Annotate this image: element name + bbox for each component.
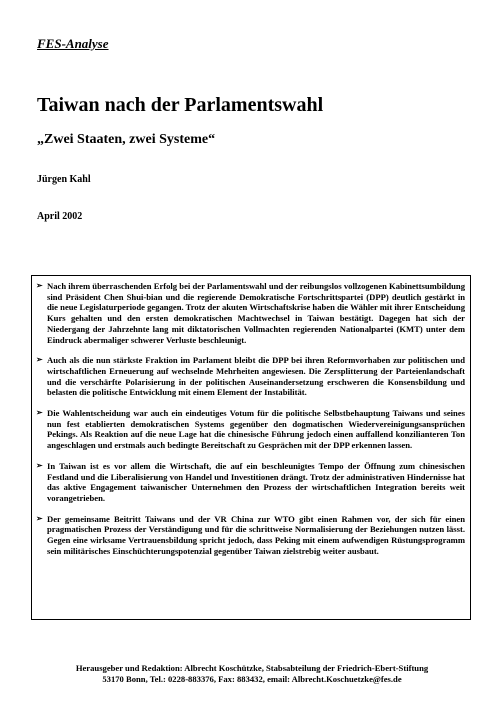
summary-bullet [36, 461, 465, 504]
summary-bullet-text: Der gemeinsame Beitritt Taiwans und der VR China zur WTO gibt einen Rahmen vor, der sich für einen pragmatischen Prozess der Verständigung und für die schrittweise Normalisierung der Beziehungen nutzen lässt. Gegen eine wirksame Vertrauensbildung spricht jedoch, dass Peking mit einem aufwendigen Rüstungsprogramm sein militärisches Einschüchterungspotenzial gegenüber Taiwan zielstrebig weiter ausbaut. [47, 513, 465, 556]
document-subtitle: „Zwei Staaten, zwei Systeme“ [37, 132, 216, 147]
series-label: FES-Analyse [37, 36, 109, 51]
author: Jürgen Kahl [37, 174, 91, 185]
arrow-bullet-icon: ➢ [36, 460, 43, 470]
arrow-bullet-icon: ➢ [36, 355, 43, 365]
summary-bullet-text: Nach ihrem überraschenden Erfolg bei der Parlamentswahl und der reibungslos vollzogenen Kabinettsumbildung sind Präsident Chen Shui-bian und die regierende Demokratische Fortschrittspartei (DPP) deutlich gestärkt in die neue Legislaturperiode gegangen. Trotz der akuten Wirtschaftskrise haben die Wähler mit ihrer Entscheidung Kurs gehalten und den ersten demokratischen Machtwechsel in Taiwan bestätigt. Dagegen hat sich der Niedergang der Jahrzehnte lang mit diktatorischen Vollmachten regierenden Nationalpartei (KMT) unter dem Eindruck abermaliger schwerer Verluste beschleunigt. [47, 281, 465, 345]
summary-bullet [36, 408, 465, 451]
imprint-line-contact: 53170 Bonn, Tel.: 0228-883376, Fax: 883432, email: Albrecht.Koschuetzke@fes.de [102, 674, 402, 684]
publication-date: April 2002 [37, 211, 83, 222]
summary-box [31, 275, 471, 620]
arrow-bullet-icon: ➢ [36, 408, 43, 418]
summary-bullet-text: Die Wahlentscheidung war auch ein eindeutiges Votum für die politische Selbstbehauptung Taiwans und seines nun fest etablierten demokratischen Systems gegenüber den dogmatischen Wiedervereinigungsansprüchen Pekings. Als Reaktion auf die neue Lage hat die chinesische Führung jedoch einen auffallend konzilianteren Ton angeschlagen und erstmals auch bedingte Bereitschaft zu Gesprächen mit der DPP erkennen lassen. [47, 408, 465, 451]
summary-bullet-text: In Taiwan ist es vor allem die Wirtschaft, die auf ein beschleunigtes Tempo der Öffnung zum chinesischen Festland und die Liberalisierung von Handel und Investitionen drängt. Trotz der administrativen Hindernisse hat das aktive Engagement taiwanischer Unternehmen den Prozess der wirtschaftlichen Integration bereits weit vorangetrieben. [47, 460, 465, 503]
imprint-footer [0, 663, 504, 685]
imprint-line-editor: Herausgeber und Redaktion: Albrecht Koschützke, Stabsabteilung der Friedrich-Ebert-Stiftung [75, 663, 429, 673]
summary-bullet [36, 281, 465, 345]
arrow-bullet-icon: ➢ [36, 281, 43, 290]
summary-bullet [36, 355, 465, 398]
arrow-bullet-icon: ➢ [36, 513, 43, 523]
document-title: Taiwan nach der Parlamentswahl [37, 94, 324, 116]
summary-bullet-text: Auch als die nun stärkste Fraktion im Parlament bleibt die DPP bei ihren Reformvorhaben zur politischen und wirtschaftlichen Erneuerung auf wechselnde Mehrheiten angewiesen. Die Zersplitterung der Parteienlandschaft und die verschärfte Polarisierung in der politischen Auseinandersetzung erschweren die Konsensbildung und belasten die politische Entwicklung mit einem Element der Instabilität. [47, 355, 465, 398]
summary-bullet [36, 514, 465, 557]
